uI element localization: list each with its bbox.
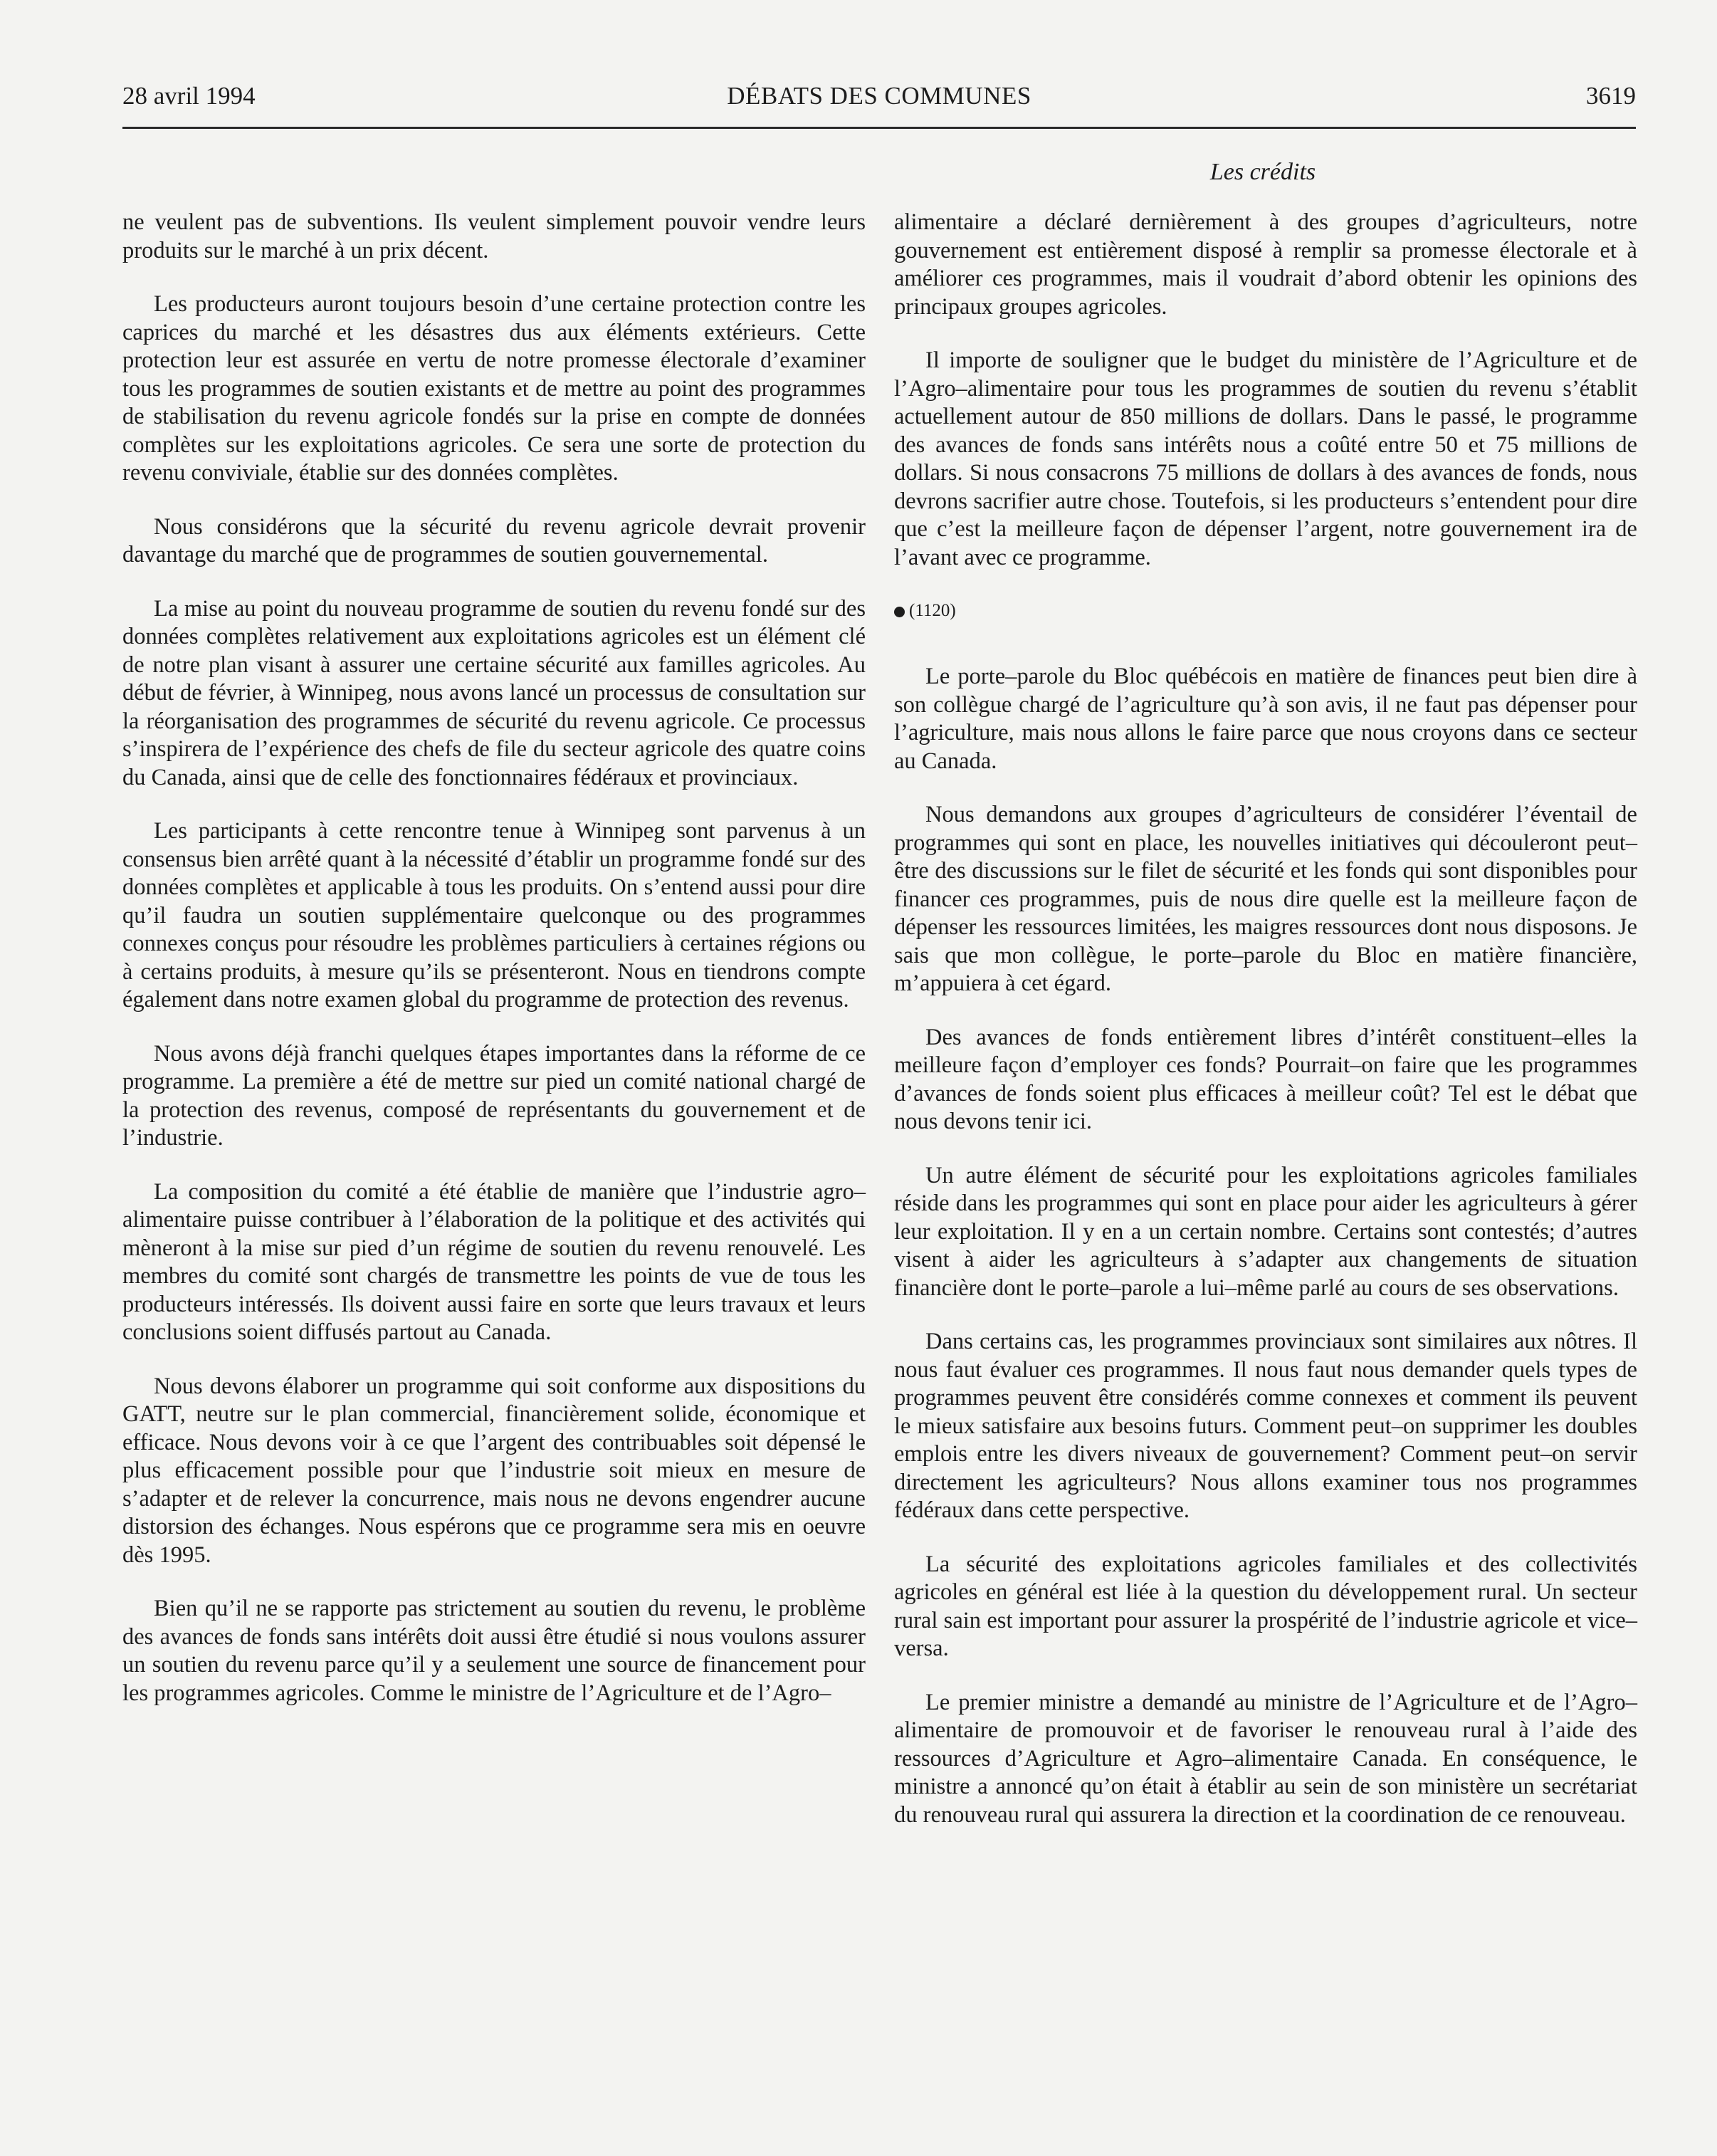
paragraph: La sécurité des exploitations agricoles familiales et des collectivités agricoles en général est liée à la question du développement rural. Un secteur rural sain est important pour assurer la prospérité de l’industrie agricole et vice–versa. bbox=[894, 1551, 1637, 1661]
time-marker bbox=[894, 600, 1637, 622]
right-column bbox=[894, 209, 1637, 1855]
paragraph: Nous considérons que la sécurité du revenu agricole devrait provenir davantage du marché que de programmes de soutien gouvernemental. bbox=[122, 513, 866, 567]
paragraph: alimentaire a déclaré dernièrement à des groupes d’agriculteurs, notre gouvernement est entièrement disposé à remplir sa promesse électorale et à améliorer ces programmes, mais il voudrait d’abord obtenir les opinions des principaux groupes agricoles. bbox=[894, 209, 1637, 320]
paragraph: Le porte–parole du Bloc québécois en matière de finances peut bien dire à son collègue chargé de l’agriculture qu’à son avis, il ne faut pas dépenser pour l’agriculture, mais nous allons le faire parce que nous croyons dans ce secteur au Canada. bbox=[894, 664, 1637, 774]
bullet-icon bbox=[894, 607, 905, 617]
header-rule bbox=[122, 127, 1636, 129]
paragraph: La composition du comité a été établie de manière que l’industrie agro–alimentaire puisse contribuer à l’élaboration de la politique et des activités qui mèneront à la mise sur pied d’un régime de soutien du revenu renouvelé. Les membres du comité sont chargés de transmettre les points de vue de tous les producteurs intéressés. Ils doivent aussi faire en sorte que leurs travaux et leurs conclusions soient diffusés partout au Canada. bbox=[122, 1178, 866, 1345]
page-number: 3619 bbox=[1586, 82, 1636, 110]
publication-title: DÉBATS DES COMMUNES bbox=[727, 82, 1031, 110]
paragraph: Il importe de souligner que le budget du ministère de l’Agriculture et de l’Agro–alimentaire pour tous les programmes de soutien du revenu s’établit actuellement autour de 850 millions de dollars. Dans le passé, le programme des avances de fonds sans intérêts nous a coûté entre 50 et 75 millions de dollars. Si nous consacrons 75 millions de dollars à des avances de fonds, nous devrons sacrifier autre chose. Toutefois, si les producteurs s’entendent pour dire que c’est la meilleure façon de dépenser l’argent, notre gouvernement ira de l’avant avec ce programme. bbox=[894, 347, 1637, 570]
time-marker-text: (1120) bbox=[909, 601, 956, 620]
paragraph: Dans certains cas, les programmes provinciaux sont similaires aux nôtres. Il nous faut évaluer ces programmes. Il nous faut nous demander quels types de programmes peuvent être considérés comme connexes et comment ils peuvent le mieux satisfaire aux besoins futurs. Comment peut–on supprimer les doubles emplois entre les divers niveaux de gouvernement? Comment peut–on servir directement les agriculteurs? Nous allons examiner tous nos programmes fédéraux dans cette perspective. bbox=[894, 1329, 1637, 1523]
paragraph: Un autre élément de sécurité pour les exploitations agricoles familiales réside dans les programmes qui sont en place pour aider les agriculteurs à gérer leur exploitation. Il y en a un certain nombre. Certains sont contestés; d’autres visent à aider les agriculteurs à s’adapter aux changements de situation financière dont le porte–parole a lui–même parlé au cours de ses observations. bbox=[894, 1162, 1637, 1301]
paragraph: ne veulent pas de subventions. Ils veulent simplement pouvoir vendre leurs produits sur le marché à un prix décent. bbox=[122, 209, 866, 263]
header-date: 28 avril 1994 bbox=[122, 82, 256, 110]
paragraph: La mise au point du nouveau programme de soutien du revenu fondé sur des données complètes relativement aux exploitations agricoles est un élément clé de notre plan visant à assurer une certaine sécurité aux familles agricoles. Au début de février, à Winnipeg, nous avons lancé un processus de consultation sur la réorganisation des programmes de sécurité du revenu agricole. Ce processus s’inspirera de l’expérience des chefs de file du secteur agricole des quatre coins du Canada, ainsi que de celle des fonctionnaires fédéraux et provinciaux. bbox=[122, 595, 866, 790]
paragraph: Nous demandons aux groupes d’agriculteurs de considérer l’éventail de programmes qui sont en place, les nouvelles initiatives qui découleront peut–être des discussions sur le filet de sécurité et les fonds qui sont disponibles pour financer ces programmes, puis de nous dire quelle est la meilleure façon de dépenser les ressources limitées, les maigres ressources dont nous disposons. Je sais que mon collègue, le porte–parole du Bloc en matière financière, m’appuiera à cet égard. bbox=[894, 802, 1637, 996]
left-column bbox=[122, 209, 866, 1733]
paragraph: Nous avons déjà franchi quelques étapes importantes dans la réforme de ce programme. La première a été de mettre sur pied un comité national chargé de la protection des revenus, composé de représentants du gouvernement et de l’industrie. bbox=[122, 1040, 866, 1151]
page-header bbox=[122, 82, 1636, 125]
section-label: Les crédits bbox=[1209, 159, 1316, 185]
paragraph: Les producteurs auront toujours besoin d’une certaine protection contre les caprices du marché et les désastres dus aux éléments extérieurs. Cette protection leur est assurée en vertu de notre promesse électorale d’examiner tous les programmes de soutien existants et de mettre au point des programmes de stabilisation du revenu agricole fondés sur la prise en compte de données complètes sur les exploitations agricoles. Ce sera une sorte de protection du revenu conviviale, établie sur des données complètes. bbox=[122, 291, 866, 486]
paragraph: Des avances de fonds entièrement libres d’intérêt constituent–elles la meilleure façon d’employer ces fonds? Pourrait–on faire que les programmes d’avances de fonds soient plus efficaces à meilleur coût? Tel est le débat que nous devons tenir ici. bbox=[894, 1024, 1637, 1134]
paragraph: Le premier ministre a demandé au ministre de l’Agriculture et de l’Agro–alimentaire de promouvoir et de favoriser le renouveau rural à l’aide des ressources d’Agriculture et Agro–alimentaire Canada. En conséquence, le ministre a annoncé qu’on était à établir au sein de son ministère un secrétariat du renouveau rural qui assurera la direction et la coordination de ce renouveau. bbox=[894, 1689, 1637, 1828]
paragraph: Les participants à cette rencontre tenue à Winnipeg sont parvenus à un consensus bien arrêté quant à la nécessité d’établir un programme fondé sur des données complètes et applicable à tous les produits. On s’entend aussi pour dire qu’il faudra un soutien supplémentaire quelconque ou des programmes connexes conçus pour résoudre les problèmes particuliers à certaines régions ou à certains produits, à mesure qu’ils se présenteront. Nous en tiendrons compte également dans notre examen global du programme de protection des revenus. bbox=[122, 818, 866, 1012]
paragraph: Nous devons élaborer un programme qui soit conforme aux dispositions du GATT, neutre sur le plan commercial, financièrement solide, économique et efficace. Nous devons voir à ce que l’argent des contribuables soit dépensé le plus efficacement possible pour que l’industrie soit mieux en mesure de s’adapter et de relever la concurrence, mais nous ne devons engendrer aucune distorsion des échanges. Nous espérons que ce programme sera mis en oeuvre dès 1995. bbox=[122, 1373, 866, 1568]
paragraph: Bien qu’il ne se rapporte pas strictement au soutien du revenu, le problème des avances de fonds sans intérêts doit aussi être étudié si nous voulons assurer un soutien du revenu parce qu’il y a seulement une source de financement pour les programmes agricoles. Comme le ministre de l’Agriculture et de l’Agro– bbox=[122, 1596, 866, 1706]
